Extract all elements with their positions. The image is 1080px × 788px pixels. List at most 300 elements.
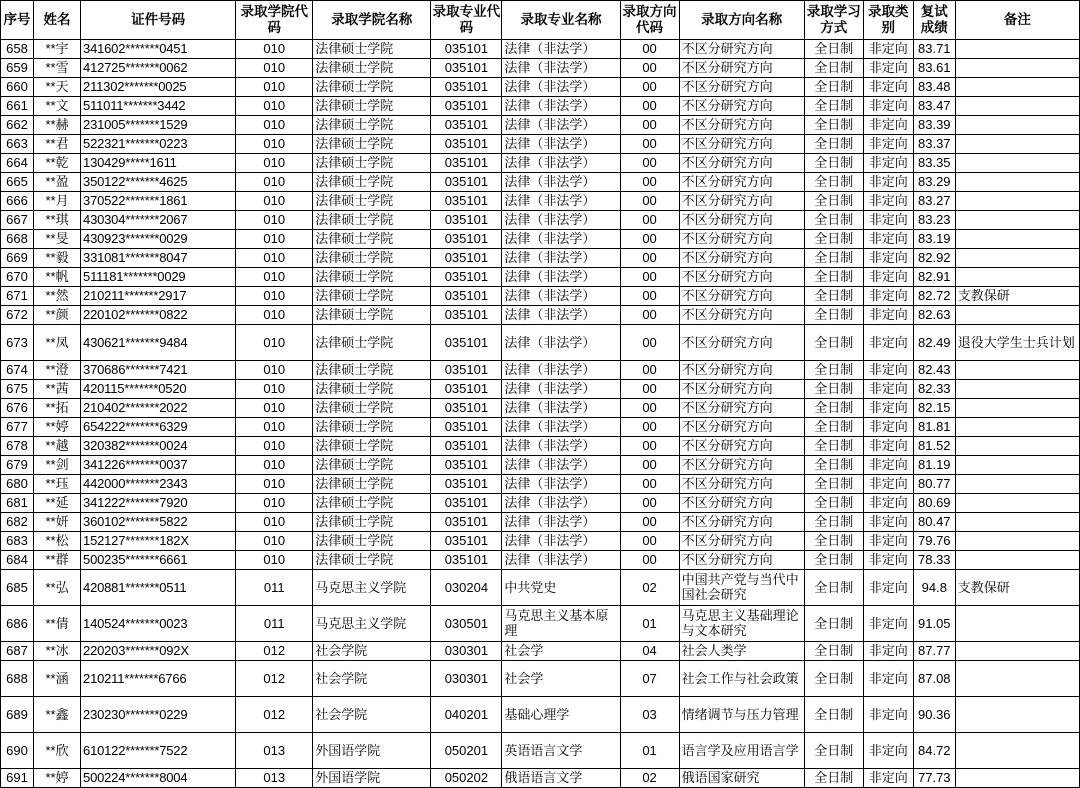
cell-id-number: 140524*******0023	[81, 605, 236, 641]
cell-college-code: 010	[236, 550, 313, 569]
cell-remark	[955, 379, 1079, 398]
table-row	[1, 286, 1080, 305]
cell-college-name: 法律硕士学院	[313, 324, 431, 360]
cell-major-code: 035101	[431, 550, 502, 569]
cell-college-name: 法律硕士学院	[313, 286, 431, 305]
cell-major-code: 035101	[431, 493, 502, 512]
table-row	[1, 660, 1080, 696]
cell-retest-score: 83.19	[913, 229, 955, 248]
cell-direction-name: 语言学及应用语言学	[679, 732, 804, 768]
cell-retest-score: 77.73	[913, 768, 955, 787]
cell-study-mode: 全日制	[804, 474, 863, 493]
cell-name: **茜	[34, 379, 81, 398]
cell-direction-code: 04	[620, 641, 679, 660]
cell-major-code: 035101	[431, 77, 502, 96]
cell-seq: 670	[1, 267, 34, 286]
cell-retest-score: 82.15	[913, 398, 955, 417]
cell-college-name: 马克思主义学院	[313, 569, 431, 605]
cell-id-number: 370522*******1861	[81, 191, 236, 210]
cell-college-name: 马克思主义学院	[313, 605, 431, 641]
cell-college-code: 010	[236, 455, 313, 474]
cell-college-name: 法律硕士学院	[313, 77, 431, 96]
cell-remark	[955, 660, 1079, 696]
table-row	[1, 474, 1080, 493]
cell-remark	[955, 153, 1079, 172]
cell-id-number: 412725*******0062	[81, 58, 236, 77]
cell-college-code: 010	[236, 398, 313, 417]
cell-study-mode: 全日制	[804, 191, 863, 210]
cell-remark: 支教保研	[955, 569, 1079, 605]
cell-category: 非定向	[863, 493, 913, 512]
cell-name: **帆	[34, 267, 81, 286]
cell-retest-score: 83.39	[913, 115, 955, 134]
cell-direction-name: 不区分研究方向	[679, 39, 804, 58]
cell-college-code: 010	[236, 286, 313, 305]
cell-category: 非定向	[863, 768, 913, 787]
cell-major-name: 法律（非法学）	[502, 172, 620, 191]
cell-study-mode: 全日制	[804, 768, 863, 787]
cell-seq: 668	[1, 229, 34, 248]
cell-direction-code: 00	[620, 531, 679, 550]
cell-major-code: 030204	[431, 569, 502, 605]
column-header-name: 姓名	[34, 1, 81, 40]
cell-major-code: 035101	[431, 191, 502, 210]
cell-category: 非定向	[863, 696, 913, 732]
cell-college-code: 012	[236, 641, 313, 660]
cell-college-name: 社会学院	[313, 660, 431, 696]
cell-college-name: 法律硕士学院	[313, 115, 431, 134]
cell-major-code: 035101	[431, 229, 502, 248]
cell-college-name: 法律硕士学院	[313, 267, 431, 286]
cell-major-code: 035101	[431, 58, 502, 77]
column-header-category: 录取类别	[863, 1, 913, 40]
cell-id-number: 511011*******3442	[81, 96, 236, 115]
cell-direction-name: 不区分研究方向	[679, 58, 804, 77]
table-row	[1, 605, 1080, 641]
cell-seq: 666	[1, 191, 34, 210]
cell-study-mode: 全日制	[804, 229, 863, 248]
cell-college-code: 010	[236, 267, 313, 286]
cell-direction-name: 不区分研究方向	[679, 77, 804, 96]
cell-study-mode: 全日制	[804, 115, 863, 134]
cell-remark	[955, 605, 1079, 641]
cell-category: 非定向	[863, 379, 913, 398]
cell-id-number: 420881*******0511	[81, 569, 236, 605]
cell-direction-name: 不区分研究方向	[679, 267, 804, 286]
cell-category: 非定向	[863, 605, 913, 641]
table-row	[1, 115, 1080, 134]
cell-major-code: 035101	[431, 153, 502, 172]
cell-name: **文	[34, 96, 81, 115]
table-row	[1, 134, 1080, 153]
table-row	[1, 569, 1080, 605]
cell-direction-name: 不区分研究方向	[679, 455, 804, 474]
cell-college-code: 010	[236, 58, 313, 77]
cell-study-mode: 全日制	[804, 286, 863, 305]
cell-id-number: 210211*******2917	[81, 286, 236, 305]
cell-college-code: 010	[236, 229, 313, 248]
cell-direction-name: 不区分研究方向	[679, 96, 804, 115]
cell-remark	[955, 493, 1079, 512]
cell-category: 非定向	[863, 229, 913, 248]
cell-direction-code: 00	[620, 512, 679, 531]
cell-seq: 669	[1, 248, 34, 267]
cell-direction-name: 俄语国家研究	[679, 768, 804, 787]
cell-college-code: 010	[236, 210, 313, 229]
cell-retest-score: 82.91	[913, 267, 955, 286]
cell-category: 非定向	[863, 474, 913, 493]
cell-retest-score: 87.08	[913, 660, 955, 696]
cell-major-name: 法律（非法学）	[502, 550, 620, 569]
cell-study-mode: 全日制	[804, 696, 863, 732]
cell-name: **天	[34, 77, 81, 96]
cell-study-mode: 全日制	[804, 550, 863, 569]
cell-seq: 671	[1, 286, 34, 305]
cell-major-name: 法律（非法学）	[502, 286, 620, 305]
cell-direction-code: 00	[620, 172, 679, 191]
cell-study-mode: 全日制	[804, 660, 863, 696]
cell-direction-name: 不区分研究方向	[679, 305, 804, 324]
cell-remark	[955, 58, 1079, 77]
cell-retest-score: 83.23	[913, 210, 955, 229]
cell-id-number: 341222*******7920	[81, 493, 236, 512]
cell-college-code: 010	[236, 324, 313, 360]
cell-id-number: 130429*****1611	[81, 153, 236, 172]
cell-name: **雪	[34, 58, 81, 77]
cell-major-name: 法律（非法学）	[502, 512, 620, 531]
cell-major-code: 030501	[431, 605, 502, 641]
cell-direction-name: 不区分研究方向	[679, 115, 804, 134]
column-header-remark: 备注	[955, 1, 1079, 40]
cell-seq: 684	[1, 550, 34, 569]
cell-major-name: 法律（非法学）	[502, 39, 620, 58]
cell-major-code: 035101	[431, 324, 502, 360]
table-row	[1, 172, 1080, 191]
cell-direction-code: 01	[620, 605, 679, 641]
cell-category: 非定向	[863, 641, 913, 660]
cell-major-code: 050201	[431, 732, 502, 768]
cell-seq: 685	[1, 569, 34, 605]
cell-direction-code: 00	[620, 474, 679, 493]
cell-major-name: 法律（非法学）	[502, 134, 620, 153]
table-row	[1, 455, 1080, 474]
cell-id-number: 341602*******0451	[81, 39, 236, 58]
cell-study-mode: 全日制	[804, 641, 863, 660]
cell-college-name: 社会学院	[313, 641, 431, 660]
cell-major-code: 035101	[431, 134, 502, 153]
cell-major-name: 法律（非法学）	[502, 77, 620, 96]
cell-remark	[955, 531, 1079, 550]
cell-id-number: 230230*******0229	[81, 696, 236, 732]
cell-seq: 690	[1, 732, 34, 768]
cell-major-code: 035101	[431, 172, 502, 191]
cell-major-name: 法律（非法学）	[502, 455, 620, 474]
cell-direction-name: 不区分研究方向	[679, 172, 804, 191]
cell-remark	[955, 172, 1079, 191]
cell-category: 非定向	[863, 134, 913, 153]
cell-major-name: 法律（非法学）	[502, 191, 620, 210]
cell-category: 非定向	[863, 360, 913, 379]
cell-seq: 687	[1, 641, 34, 660]
cell-category: 非定向	[863, 417, 913, 436]
cell-major-name: 法律（非法学）	[502, 267, 620, 286]
cell-major-code: 035101	[431, 417, 502, 436]
cell-direction-code: 00	[620, 417, 679, 436]
cell-id-number: 231005*******1529	[81, 115, 236, 134]
cell-college-name: 法律硕士学院	[313, 191, 431, 210]
cell-major-name: 法律（非法学）	[502, 229, 620, 248]
column-header-direction-name: 录取方向名称	[679, 1, 804, 40]
cell-college-code: 010	[236, 474, 313, 493]
cell-direction-name: 不区分研究方向	[679, 436, 804, 455]
cell-direction-code: 00	[620, 191, 679, 210]
cell-college-name: 法律硕士学院	[313, 417, 431, 436]
cell-retest-score: 81.19	[913, 455, 955, 474]
cell-major-code: 035101	[431, 512, 502, 531]
cell-direction-code: 02	[620, 768, 679, 787]
cell-college-code: 010	[236, 134, 313, 153]
cell-retest-score: 83.47	[913, 96, 955, 115]
cell-seq: 677	[1, 417, 34, 436]
cell-direction-name: 不区分研究方向	[679, 474, 804, 493]
cell-remark	[955, 267, 1079, 286]
cell-direction-code: 00	[620, 286, 679, 305]
cell-retest-score: 83.48	[913, 77, 955, 96]
cell-study-mode: 全日制	[804, 531, 863, 550]
cell-college-name: 法律硕士学院	[313, 436, 431, 455]
column-header-direction-code: 录取方向代码	[620, 1, 679, 40]
cell-remark: 退役大学生士兵计划	[955, 324, 1079, 360]
cell-name: **弘	[34, 569, 81, 605]
cell-category: 非定向	[863, 455, 913, 474]
cell-seq: 680	[1, 474, 34, 493]
cell-name: **拓	[34, 398, 81, 417]
table-row	[1, 191, 1080, 210]
cell-retest-score: 82.43	[913, 360, 955, 379]
table-row	[1, 512, 1080, 531]
cell-seq: 660	[1, 77, 34, 96]
cell-retest-score: 81.52	[913, 436, 955, 455]
table-row	[1, 153, 1080, 172]
cell-remark	[955, 96, 1079, 115]
cell-retest-score: 80.77	[913, 474, 955, 493]
cell-major-code: 035101	[431, 267, 502, 286]
cell-category: 非定向	[863, 267, 913, 286]
cell-id-number: 331081*******8047	[81, 248, 236, 267]
cell-seq: 686	[1, 605, 34, 641]
cell-category: 非定向	[863, 248, 913, 267]
column-header-major-code: 录取专业代码	[431, 1, 502, 40]
cell-study-mode: 全日制	[804, 360, 863, 379]
cell-category: 非定向	[863, 115, 913, 134]
table-row	[1, 493, 1080, 512]
cell-retest-score: 80.47	[913, 512, 955, 531]
cell-college-code: 011	[236, 569, 313, 605]
cell-major-code: 035101	[431, 398, 502, 417]
cell-name: **盈	[34, 172, 81, 191]
cell-college-name: 外国语学院	[313, 768, 431, 787]
cell-study-mode: 全日制	[804, 267, 863, 286]
cell-name: **凤	[34, 324, 81, 360]
cell-college-code: 013	[236, 732, 313, 768]
table-row	[1, 379, 1080, 398]
cell-direction-code: 00	[620, 134, 679, 153]
cell-id-number: 370686*******7421	[81, 360, 236, 379]
cell-direction-name: 不区分研究方向	[679, 398, 804, 417]
cell-college-code: 010	[236, 96, 313, 115]
cell-college-code: 010	[236, 305, 313, 324]
cell-direction-code: 00	[620, 436, 679, 455]
cell-college-code: 010	[236, 436, 313, 455]
cell-seq: 659	[1, 58, 34, 77]
cell-direction-name: 不区分研究方向	[679, 531, 804, 550]
cell-remark	[955, 229, 1079, 248]
cell-category: 非定向	[863, 77, 913, 96]
cell-college-code: 010	[236, 153, 313, 172]
cell-direction-code: 00	[620, 58, 679, 77]
cell-direction-code: 00	[620, 77, 679, 96]
cell-study-mode: 全日制	[804, 605, 863, 641]
table-row	[1, 360, 1080, 379]
cell-id-number: 654222*******6329	[81, 417, 236, 436]
table-row	[1, 398, 1080, 417]
column-header-seq: 序号	[1, 1, 34, 40]
cell-direction-code: 03	[620, 696, 679, 732]
cell-major-name: 法律（非法学）	[502, 493, 620, 512]
cell-major-name: 英语语言文学	[502, 732, 620, 768]
cell-name: **琪	[34, 210, 81, 229]
cell-remark	[955, 191, 1079, 210]
cell-category: 非定向	[863, 550, 913, 569]
cell-category: 非定向	[863, 172, 913, 191]
cell-direction-code: 00	[620, 229, 679, 248]
cell-direction-code: 07	[620, 660, 679, 696]
cell-retest-score: 84.72	[913, 732, 955, 768]
cell-college-name: 社会学院	[313, 696, 431, 732]
cell-category: 非定向	[863, 305, 913, 324]
cell-name: **婷	[34, 768, 81, 787]
cell-direction-code: 00	[620, 39, 679, 58]
cell-remark	[955, 360, 1079, 379]
cell-major-code: 035101	[431, 115, 502, 134]
cell-retest-score: 87.77	[913, 641, 955, 660]
cell-seq: 664	[1, 153, 34, 172]
cell-major-code: 035101	[431, 360, 502, 379]
cell-college-name: 法律硕士学院	[313, 58, 431, 77]
cell-name: **延	[34, 493, 81, 512]
cell-study-mode: 全日制	[804, 417, 863, 436]
cell-major-name: 法律（非法学）	[502, 474, 620, 493]
cell-name: **妍	[34, 512, 81, 531]
cell-major-code: 040201	[431, 696, 502, 732]
cell-remark	[955, 398, 1079, 417]
cell-direction-code: 00	[620, 115, 679, 134]
cell-major-name: 法律（非法学）	[502, 115, 620, 134]
cell-name: **鑫	[34, 696, 81, 732]
cell-study-mode: 全日制	[804, 455, 863, 474]
table-row	[1, 436, 1080, 455]
cell-major-code: 035101	[431, 210, 502, 229]
cell-direction-name: 不区分研究方向	[679, 379, 804, 398]
cell-id-number: 211302*******0025	[81, 77, 236, 96]
cell-direction-name: 不区分研究方向	[679, 324, 804, 360]
cell-category: 非定向	[863, 191, 913, 210]
cell-direction-code: 00	[620, 550, 679, 569]
cell-direction-code: 00	[620, 153, 679, 172]
cell-direction-name: 不区分研究方向	[679, 134, 804, 153]
cell-id-number: 210402*******2022	[81, 398, 236, 417]
cell-direction-name: 社会人类学	[679, 641, 804, 660]
cell-college-code: 010	[236, 379, 313, 398]
cell-major-code: 035101	[431, 286, 502, 305]
cell-major-name: 法律（非法学）	[502, 210, 620, 229]
cell-name: **松	[34, 531, 81, 550]
cell-category: 非定向	[863, 286, 913, 305]
cell-id-number: 430621*******9484	[81, 324, 236, 360]
table-row	[1, 324, 1080, 360]
cell-direction-name: 不区分研究方向	[679, 493, 804, 512]
cell-major-code: 030301	[431, 641, 502, 660]
cell-name: **婷	[34, 417, 81, 436]
cell-retest-score: 83.37	[913, 134, 955, 153]
cell-seq: 679	[1, 455, 34, 474]
cell-category: 非定向	[863, 732, 913, 768]
cell-remark	[955, 436, 1079, 455]
cell-category: 非定向	[863, 569, 913, 605]
cell-retest-score: 78.33	[913, 550, 955, 569]
cell-retest-score: 79.76	[913, 531, 955, 550]
cell-direction-name: 不区分研究方向	[679, 153, 804, 172]
cell-retest-score: 82.63	[913, 305, 955, 324]
table-row	[1, 267, 1080, 286]
cell-name: **然	[34, 286, 81, 305]
column-header-college-name: 录取学院名称	[313, 1, 431, 40]
cell-major-name: 法律（非法学）	[502, 324, 620, 360]
cell-seq: 676	[1, 398, 34, 417]
cell-name: **群	[34, 550, 81, 569]
cell-college-code: 010	[236, 248, 313, 267]
cell-direction-code: 00	[620, 248, 679, 267]
cell-college-code: 010	[236, 77, 313, 96]
cell-remark	[955, 210, 1079, 229]
cell-study-mode: 全日制	[804, 172, 863, 191]
cell-retest-score: 82.33	[913, 379, 955, 398]
cell-major-code: 035101	[431, 305, 502, 324]
cell-college-name: 法律硕士学院	[313, 398, 431, 417]
cell-name: **月	[34, 191, 81, 210]
cell-direction-name: 不区分研究方向	[679, 286, 804, 305]
cell-study-mode: 全日制	[804, 493, 863, 512]
cell-college-name: 法律硕士学院	[313, 531, 431, 550]
table-header-row	[1, 1, 1080, 40]
cell-college-name: 法律硕士学院	[313, 96, 431, 115]
cell-major-name: 俄语语言文学	[502, 768, 620, 787]
cell-name: **剑	[34, 455, 81, 474]
cell-retest-score: 82.92	[913, 248, 955, 267]
cell-name: **冰	[34, 641, 81, 660]
cell-college-code: 010	[236, 512, 313, 531]
cell-college-name: 法律硕士学院	[313, 210, 431, 229]
cell-major-code: 035101	[431, 436, 502, 455]
cell-seq: 689	[1, 696, 34, 732]
table-row	[1, 210, 1080, 229]
cell-id-number: 522321*******0223	[81, 134, 236, 153]
cell-name: **颜	[34, 305, 81, 324]
cell-seq: 675	[1, 379, 34, 398]
cell-college-name: 法律硕士学院	[313, 474, 431, 493]
cell-remark	[955, 305, 1079, 324]
cell-id-number: 430304*******2067	[81, 210, 236, 229]
